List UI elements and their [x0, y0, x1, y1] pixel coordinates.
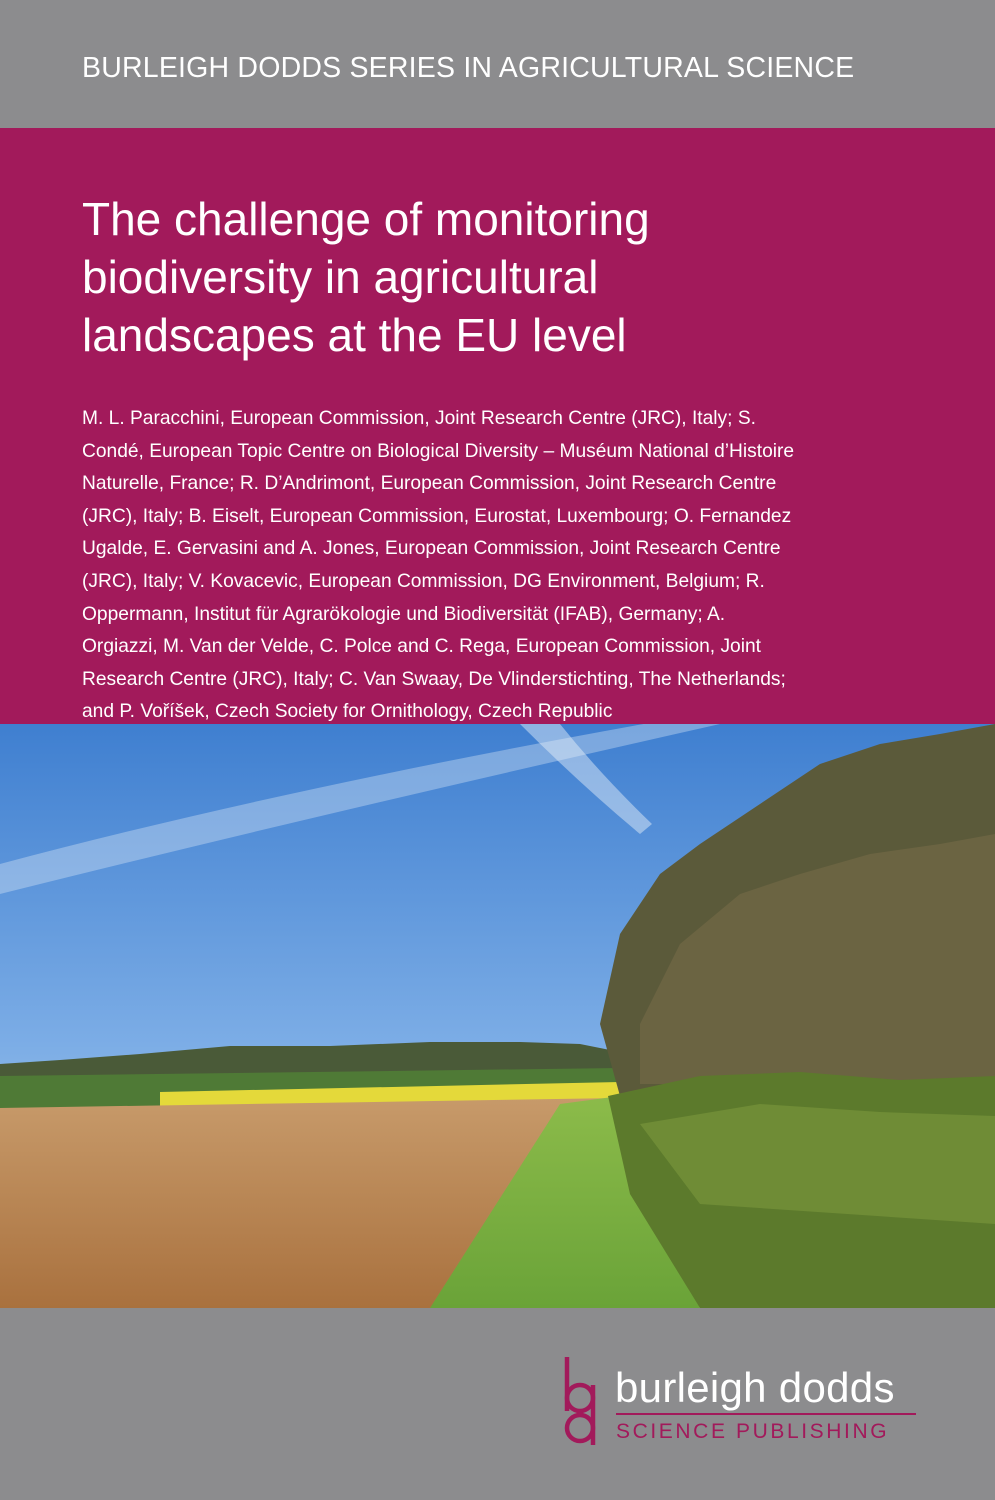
cover-photo — [0, 724, 995, 1308]
title-line: biodiversity in agricultural — [82, 251, 599, 303]
author-line: and P. Voříšek, Czech Society for Ornithology, Czech Republic — [82, 701, 613, 723]
title-line: landscapes at the EU level — [82, 309, 627, 361]
book-title — [82, 190, 942, 364]
author-line: Ugalde, E. Gervasini and A. Jones, European Commission, Joint Research Centre — [82, 538, 781, 560]
author-line: Oppermann, Institut für Agrarökologie und Biodiversität (IFAB), Germany; A. — [82, 603, 726, 625]
series-title: BURLEIGH DODDS SERIES IN AGRICULTURAL SCIENCE — [82, 52, 855, 84]
author-line: Condé, European Topic Centre on Biological Diversity – Muséum National d’Histoire — [82, 440, 795, 462]
author-line: Research Centre (JRC), Italy; C. Van Swaay, De Vlinderstichting, The Netherlands; — [82, 668, 786, 690]
author-line: M. L. Paracchini, European Commission, Joint Research Centre (JRC), Italy; S. — [82, 408, 756, 429]
author-line: Naturelle, France; R. D’Andrimont, European Commission, Joint Research Centre — [82, 473, 777, 495]
author-line: (JRC), Italy; V. Kovacevic, European Commission, DG Environment, Belgium; R. — [82, 570, 765, 592]
bd-monogram-icon — [553, 1355, 609, 1447]
publisher-name: burleigh dodds — [615, 1364, 895, 1411]
logo-divider — [616, 1413, 916, 1415]
publisher-subtitle: SCIENCE PUBLISHING — [616, 1420, 890, 1443]
title-line: The challenge of monitoring — [82, 193, 650, 245]
author-list — [82, 403, 952, 729]
author-line: (JRC), Italy; B. Eiselt, European Commission, Eurostat, Luxembourg; O. Fernandez — [82, 505, 792, 527]
author-line: Orgiazzi, M. Van der Velde, C. Polce and C. Rega, European Commission, Joint — [82, 636, 761, 658]
series-band — [0, 0, 995, 128]
